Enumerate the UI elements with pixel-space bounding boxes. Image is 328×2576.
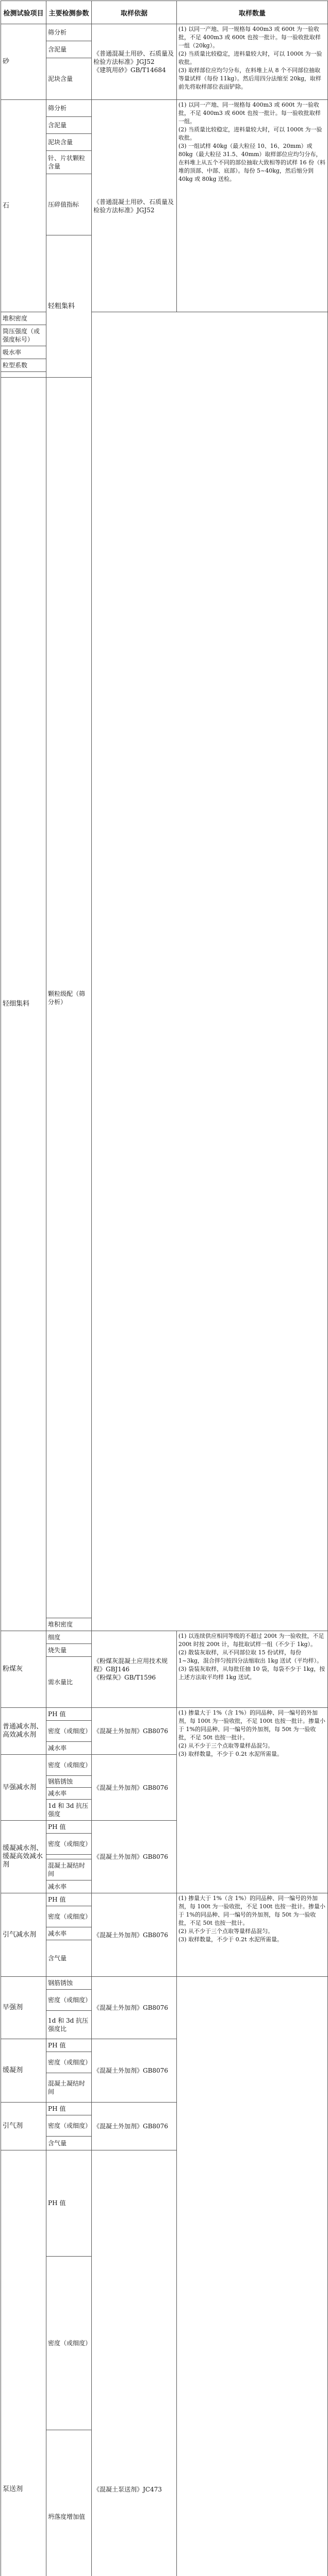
- basis-cell: 《混凝土外加剂》GB8076: [92, 1821, 177, 1893]
- parameter-cell: 钢筋锈蚀: [46, 1776, 92, 1788]
- table-row: [1, 100, 328, 117]
- parameter-cell: 需水量比: [46, 1657, 92, 1708]
- parameter-cell: 含气量: [46, 1940, 92, 1977]
- test-item-cell: 轻粗集料: [46, 235, 92, 378]
- table-row: [1, 378, 328, 1618]
- parameter-cell: 密度（或细度）: [46, 1755, 92, 1776]
- parameter-cell: PH 值: [46, 1708, 92, 1721]
- basis-cell: 《混凝土外加剂》GB8076: [92, 1893, 177, 1977]
- basis-cell: 《混凝土外加剂》GB8076: [92, 1977, 177, 2039]
- parameter-cell: 堆积密度: [1, 312, 46, 325]
- quantity-cell: (1) 掺量大于 1%（含 1%）的同品种、同一编号的外加剂，每 100t 为一验收批，不足 100t 也按一批计。掺量小于 1%的同品种、同一编号的外加剂，每 50t 为一验收批，不足 50t 也按一批计。 (2) 从不少于三个点取等量样品混匀。 (3) 取样数量，不少于 0.2t 水泥所需量。: [177, 1708, 328, 1893]
- quantity-cell: [177, 1977, 328, 2576]
- parameter-cell: 钢筋锈蚀: [46, 1977, 92, 1990]
- parameter-cell: PH 值: [46, 2039, 92, 2052]
- header-test-item: 检测试验项目: [1, 1, 46, 24]
- parameter-cell: 压碎值指标: [46, 174, 92, 235]
- basis-cell: 《混凝土外加剂》GB8076: [92, 1708, 177, 1755]
- parameter-cell: 密度（或细度）: [46, 1990, 92, 2011]
- parameter-cell: 密度（或细度）: [46, 2052, 92, 2073]
- parameter-cell: 减水率: [46, 1880, 92, 1893]
- parameter-cell: 颗粒级配（筛分析）: [46, 378, 92, 1618]
- parameter-cell: PH 值: [46, 2103, 92, 2115]
- quantity-cell: (1) 以同一产地、同一规格每 400m3 或 600t 为一验收批，不足 400m3 或 600t 也按一批计。每一验收批取样一组。 (2) 当质量比较稳定，进料量较大时，可以 1000t 为一验收批。 (3) 一组试样 40kg（最大粒径 10、16、20mm）或 80kg（最大粒径 31.5、40mm）取样部位应均匀分布，在料堆上从五个不同的部位抽取大致相等的试样 16 份（料堆的顶部、中部、底部）。每份 5~40kg，然后缩分到 40kg 或 80kg 送检。: [177, 100, 328, 312]
- table-row: [1, 24, 328, 41]
- parameter-cell: 含气量: [46, 2137, 92, 2150]
- test-item-cell: 泵送剂: [1, 2150, 46, 2576]
- test-item-cell: 粉煤灰: [1, 1631, 46, 1708]
- parameter-cell: 烧失量: [46, 1644, 92, 1657]
- table-row: [1, 1708, 328, 1721]
- parameter-cell: 泥块含量: [46, 58, 92, 100]
- parameter-cell: PH 值: [46, 1821, 92, 1834]
- test-item-cell: 引气剂: [1, 2103, 46, 2150]
- test-item-cell: 轻细集料: [1, 378, 46, 1631]
- table-row: [1, 1893, 328, 1906]
- parameter-cell: 筛分析: [46, 24, 92, 41]
- parameter-cell: 吸水率: [1, 346, 46, 359]
- test-item-cell: 早强剂: [1, 1977, 46, 2039]
- parameter-cell: 泥块含量: [46, 134, 92, 151]
- table-body: [1, 24, 328, 2576]
- basis-cell: 《混凝土泵送剂》JC473: [92, 2150, 177, 2576]
- test-item-cell: 引气减水剂: [1, 1893, 46, 1977]
- quantity-cell: (1) 掺量大于 1%（含 1%）的同品种、同一编号的外加剂，每 100t 为一验收批，不足 100t 也按一批计。掺量小于 1%的同品种、同一编号的外加剂，每 50t 为一验收批，不足 50t 也按一批计。 (2) 从不少于三个点取等量样品混匀。 (3) 取样数量，不少于 0.2t 水泥所需量。: [177, 1893, 328, 1977]
- parameter-cell: 堆积密度: [46, 1618, 92, 1631]
- header-main-params: 主要检测参数: [46, 1, 92, 24]
- parameter-cell: 含泥量: [46, 41, 92, 58]
- test-item-cell: 早强减水剂: [1, 1755, 46, 1821]
- parameter-cell: 密度（或细度）: [46, 1906, 92, 1927]
- parameter-cell: 减水率: [46, 1927, 92, 1940]
- table-header-row: [1, 1, 328, 24]
- parameter-cell: 密度（或细度）: [46, 1834, 92, 1855]
- table-row: [1, 1977, 328, 1990]
- parameter-cell: 筛分析: [46, 100, 92, 117]
- parameter-cell: 1d 和 3d 抗压强度: [46, 1800, 92, 1821]
- basis-cell: 《混凝土外加剂》GB8076: [92, 1755, 177, 1821]
- parameter-cell: 减水率: [46, 1742, 92, 1755]
- basis-cell: 《粉煤灰混凝土应用技术规程》GBJ146 《粉煤灰》GB/T1596: [92, 1631, 177, 1708]
- parameter-cell: 针、片状颗粒含量: [46, 151, 92, 174]
- parameter-cell: 细度: [46, 1631, 92, 1644]
- parameter-cell: 含泥量: [46, 117, 92, 134]
- parameter-cell: 1d 和 3d 抗压强度比: [46, 2011, 92, 2039]
- basis-cell: 《混凝土外加剂》GB8076: [92, 2103, 177, 2150]
- table-row: [1, 1631, 328, 1644]
- quantity-cell: (1) 以同一产地、同一规格每 400m3 或 600t 为一验收批，不足 400m3 或 600t 也按一批计。每一验收批取样一组（20kg）。 (2) 当质量比较稳定，进料量较大时，可以 1000t 为一验收批。 (3) 取样部位应均匀分布，在料堆上从 8 个不同部位抽取等量试样（每份 11kg）。然后用四分法缩至 20kg，取样前先将取样部位表面铲除。: [177, 24, 328, 100]
- header-sampling-quantity: 取样数量: [177, 1, 328, 24]
- header-sampling-basis: 取样依据: [92, 1, 177, 24]
- table-row: [1, 1618, 328, 1631]
- parameter-cell: 混凝土凝结时间: [46, 2073, 92, 2103]
- quantity-cell: (1) 以连续供应相同等级的不超过 200t 为一验收批，不足 200t 时按 200t 计，每批取试样一组（不少于 1kg）。 (2) 散装灰取样，从不同部位取 15 份试样，每份 1~3kg，混合拌匀按四分法缩取出 1kg 送试（平均样）。 (3) 袋装灰取样，从每批任抽 10 袋，每袋不少于 1kg，按上述方法取平均样 1kg 送试。: [177, 1631, 328, 1708]
- basis-cell: 《混凝土外加剂》GB8076: [92, 2039, 177, 2103]
- parameter-cell: 混凝土凝结时间: [46, 1859, 92, 1880]
- basis-cell: 《普通混凝土用砂、石质量及检验方法标准》JGJ52: [92, 100, 177, 312]
- parameter-cell: [46, 1855, 92, 1859]
- parameter-cell: [1, 372, 46, 378]
- parameter-cell: 减水率: [46, 1788, 92, 1800]
- test-item-cell: 石: [1, 100, 46, 312]
- parameter-cell: PH 值: [46, 2150, 92, 2257]
- parameter-cell: PH 值: [46, 1893, 92, 1906]
- test-item-cell: 缓凝减水剂、缓凝高效减水剂: [1, 1821, 46, 1893]
- parameter-cell: 密度（或细度）: [46, 2256, 92, 2430]
- test-item-cell: 缓凝剂: [1, 2039, 46, 2103]
- basis-cell: 《普通混凝土用砂、石质量及检验方法标准》JGJ52 《建筑用砂》GB/T14684: [92, 24, 177, 100]
- parameter-cell: 密度（或细度）: [46, 1721, 92, 1742]
- sampling-table: [1, 1, 328, 2576]
- test-item-cell: 砂: [1, 24, 46, 100]
- parameter-cell: 密度（或细度）: [46, 2115, 92, 2137]
- parameter-cell: 坍落度增加值: [46, 2430, 92, 2576]
- parameter-cell: 粒型系数: [1, 359, 46, 372]
- parameter-cell: 筒压强度（或强度标号）: [1, 325, 46, 346]
- test-item-cell: 普通减水剂、高效减水剂: [1, 1708, 46, 1755]
